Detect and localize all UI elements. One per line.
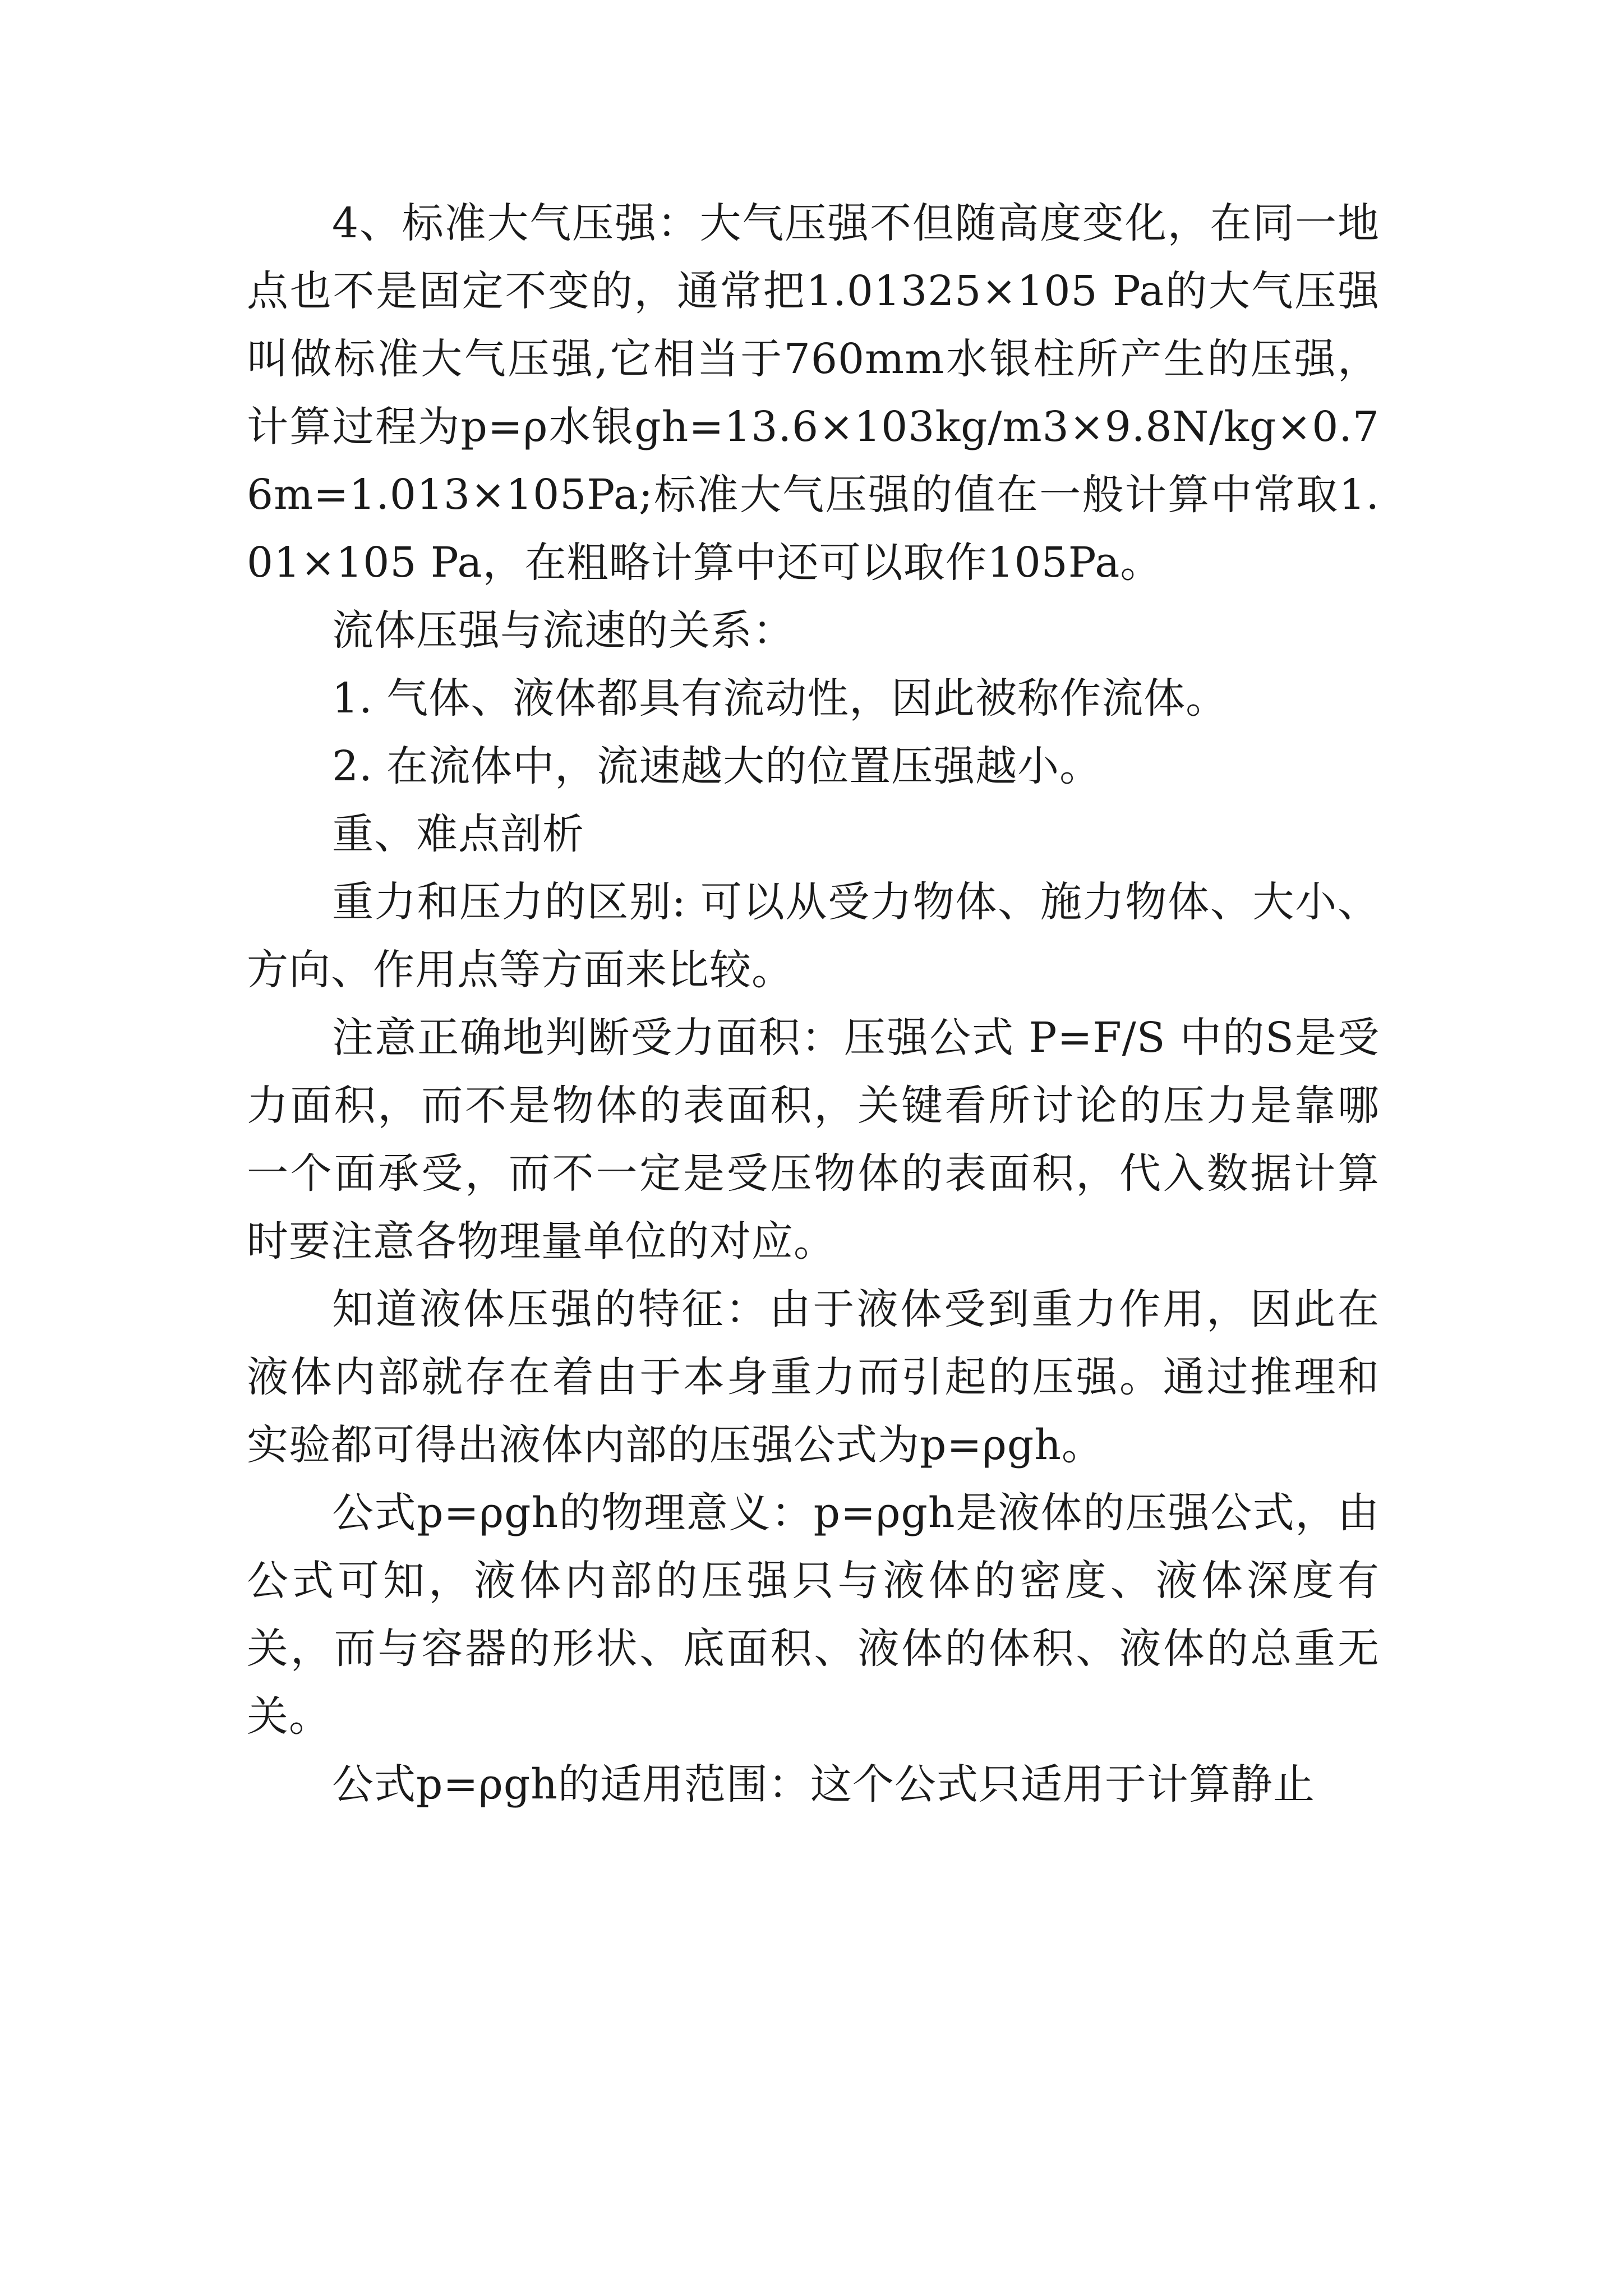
paragraph-formula-scope: 公式p=ρgh的适用范围：这个公式只适用于计算静止: [332, 1760, 1315, 1809]
paragraph-formula-meaning: 公式p=ρgh的物理意义：p=ρgh是液体的压强公式，由公式可知，液体内部的压强只与液体的密度、液体深度有关，而与容器的形状、底面积、液体的体积、液体的总重无关。: [247, 1489, 1380, 1741]
paragraph-standard-atmospheric-pressure: 4、标准大气压强：大气压强不但随高度变化，在同一地点也不是固定不变的，通常把1.01325×105 Pa的大气压强叫做标准大气压强,它相当于760mm水银柱所产生的压强，计算过程为p=ρ水银gh=13.6×103kg/m3×9.8N/kg×0.76m=1.013×105Pa;标准大气压强的值在一般计算中常取1.01×105 Pa，在粗略计算中还可以取作105Pa。: [247, 199, 1380, 587]
paragraph-fluid-point-2: 2. 在流体中，流速越大的位置压强越小。: [332, 742, 1102, 790]
paragraph-liquid-pressure-features: 知道液体压强的特征：由于液体受到重力作用，因此在液体内部就存在着由于本身重力而引起的压强。通过推理和实验都可得出液体内部的压强公式为p=ρgh。: [247, 1285, 1380, 1469]
paragraph-gravity-vs-pressure: 重力和压力的区别: 可以从受力物体、施力物体、大小、方向、作用点等方面来比较。: [247, 878, 1380, 994]
paragraph-fluid-point-1: 1. 气体、液体都具有流动性，因此被称作流体。: [332, 674, 1228, 723]
paragraph-contact-area: 注意正确地判断受力面积：压强公式 P=F/S 中的S是受力面积，而不是物体的表面积，关键看所讨论的压力是靠哪一个面承受，而不一定是受压物体的表面积，代入数据计算时要注意各物理量单位的对应。: [247, 1014, 1380, 1266]
document-body: [247, 190, 1380, 1819]
paragraph-fluid-pressure-heading: 流体压强与流速的关系：: [332, 606, 795, 655]
paragraph-key-points-heading: 重、难点剖析: [332, 810, 584, 858]
